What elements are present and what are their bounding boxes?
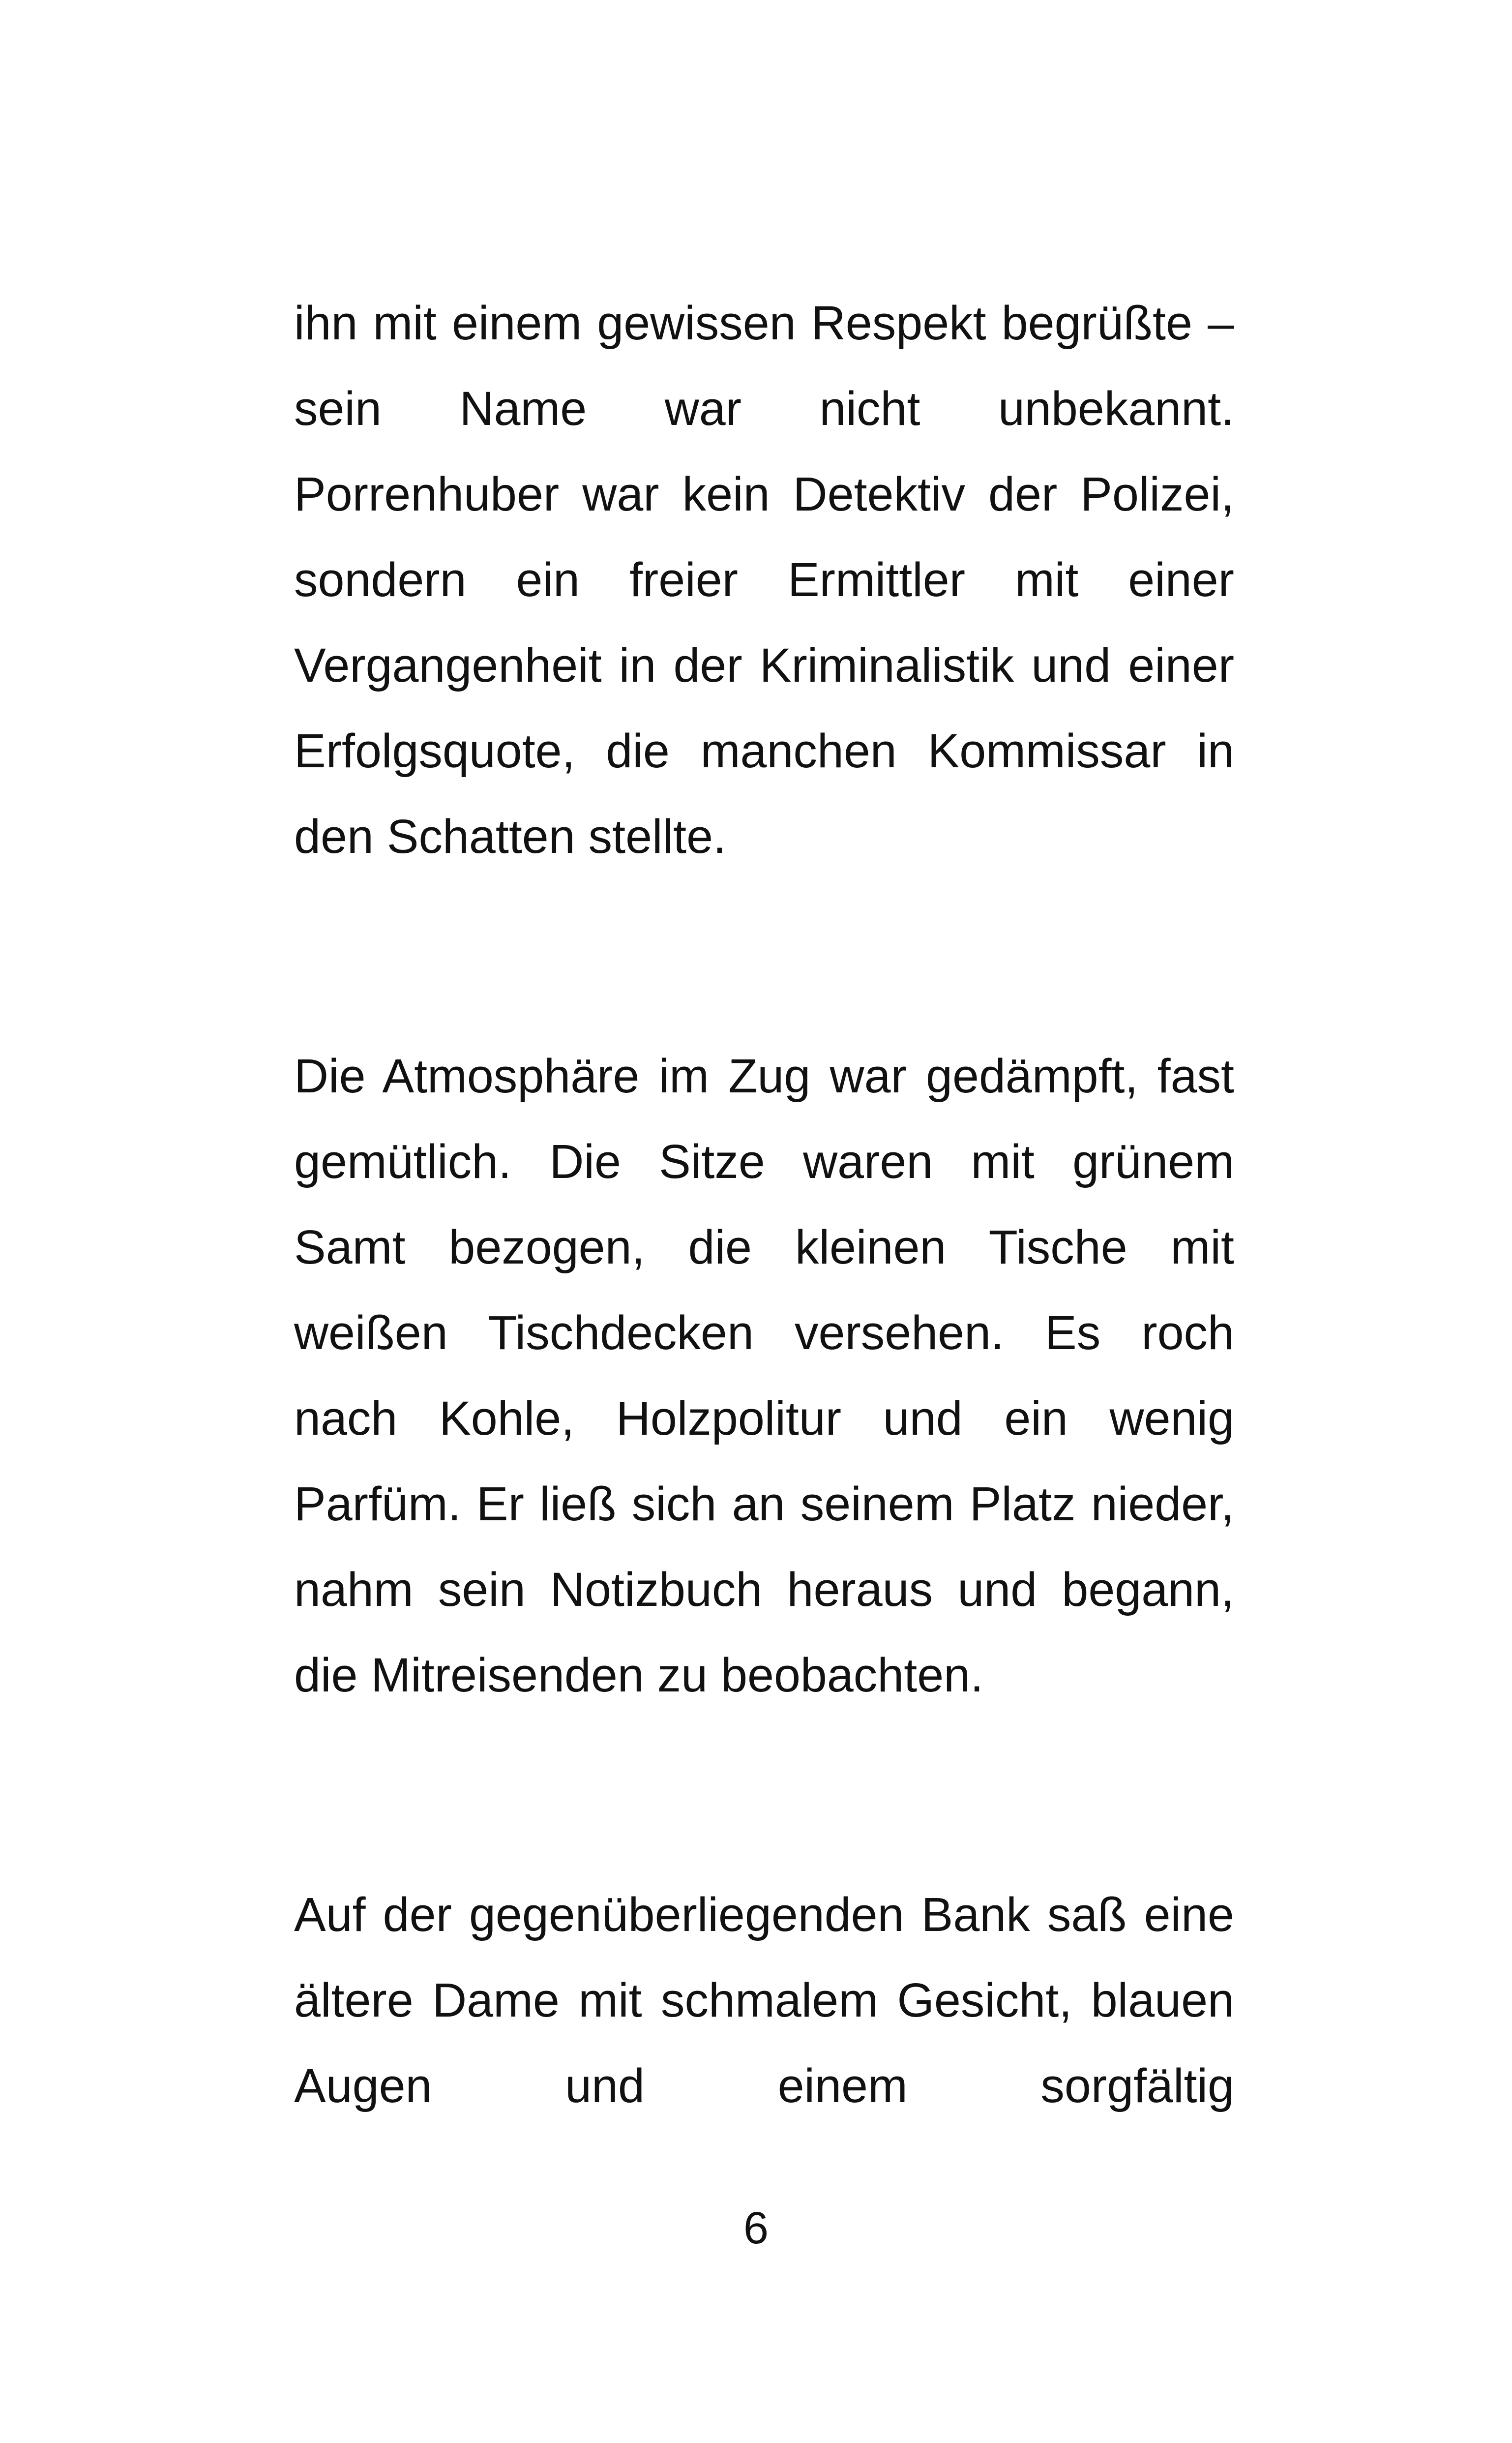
- paragraph-2: Die Atmosphäre im Zug war gedämpft, fast gemütlich. Die Sitze waren mit grünem Samt bezogen, die kleinen Tische mit weißen Tischdecken versehen. Es roch nach Kohle, Holzpolitur und ein wenig Parfüm. Er ließ sich an seinem Platz nieder, nahm sein Notizbuch heraus und begann, die Mitreisenden zu beobachten.: [294, 1049, 1234, 1702]
- body-text: [294, 280, 1234, 2129]
- paragraph-1: ihn mit einem gewissen Respekt begrüßte – sein Name war nicht unbekannt. Porrenhuber war kein Detektiv der Polizei, sondern ein freier Ermittler mit einer Vergangenheit in der Kriminalistik und einer Erfolgsquote, die manchen Kommissar in den Schatten stellte.: [294, 296, 1234, 863]
- paragraph-3: Auf der gegenüberliegenden Bank saß eine ältere Dame mit schmalem Gesicht, blauen Augen und einem sorgfältig: [294, 1888, 1234, 2112]
- page-number: 6: [743, 2203, 769, 2253]
